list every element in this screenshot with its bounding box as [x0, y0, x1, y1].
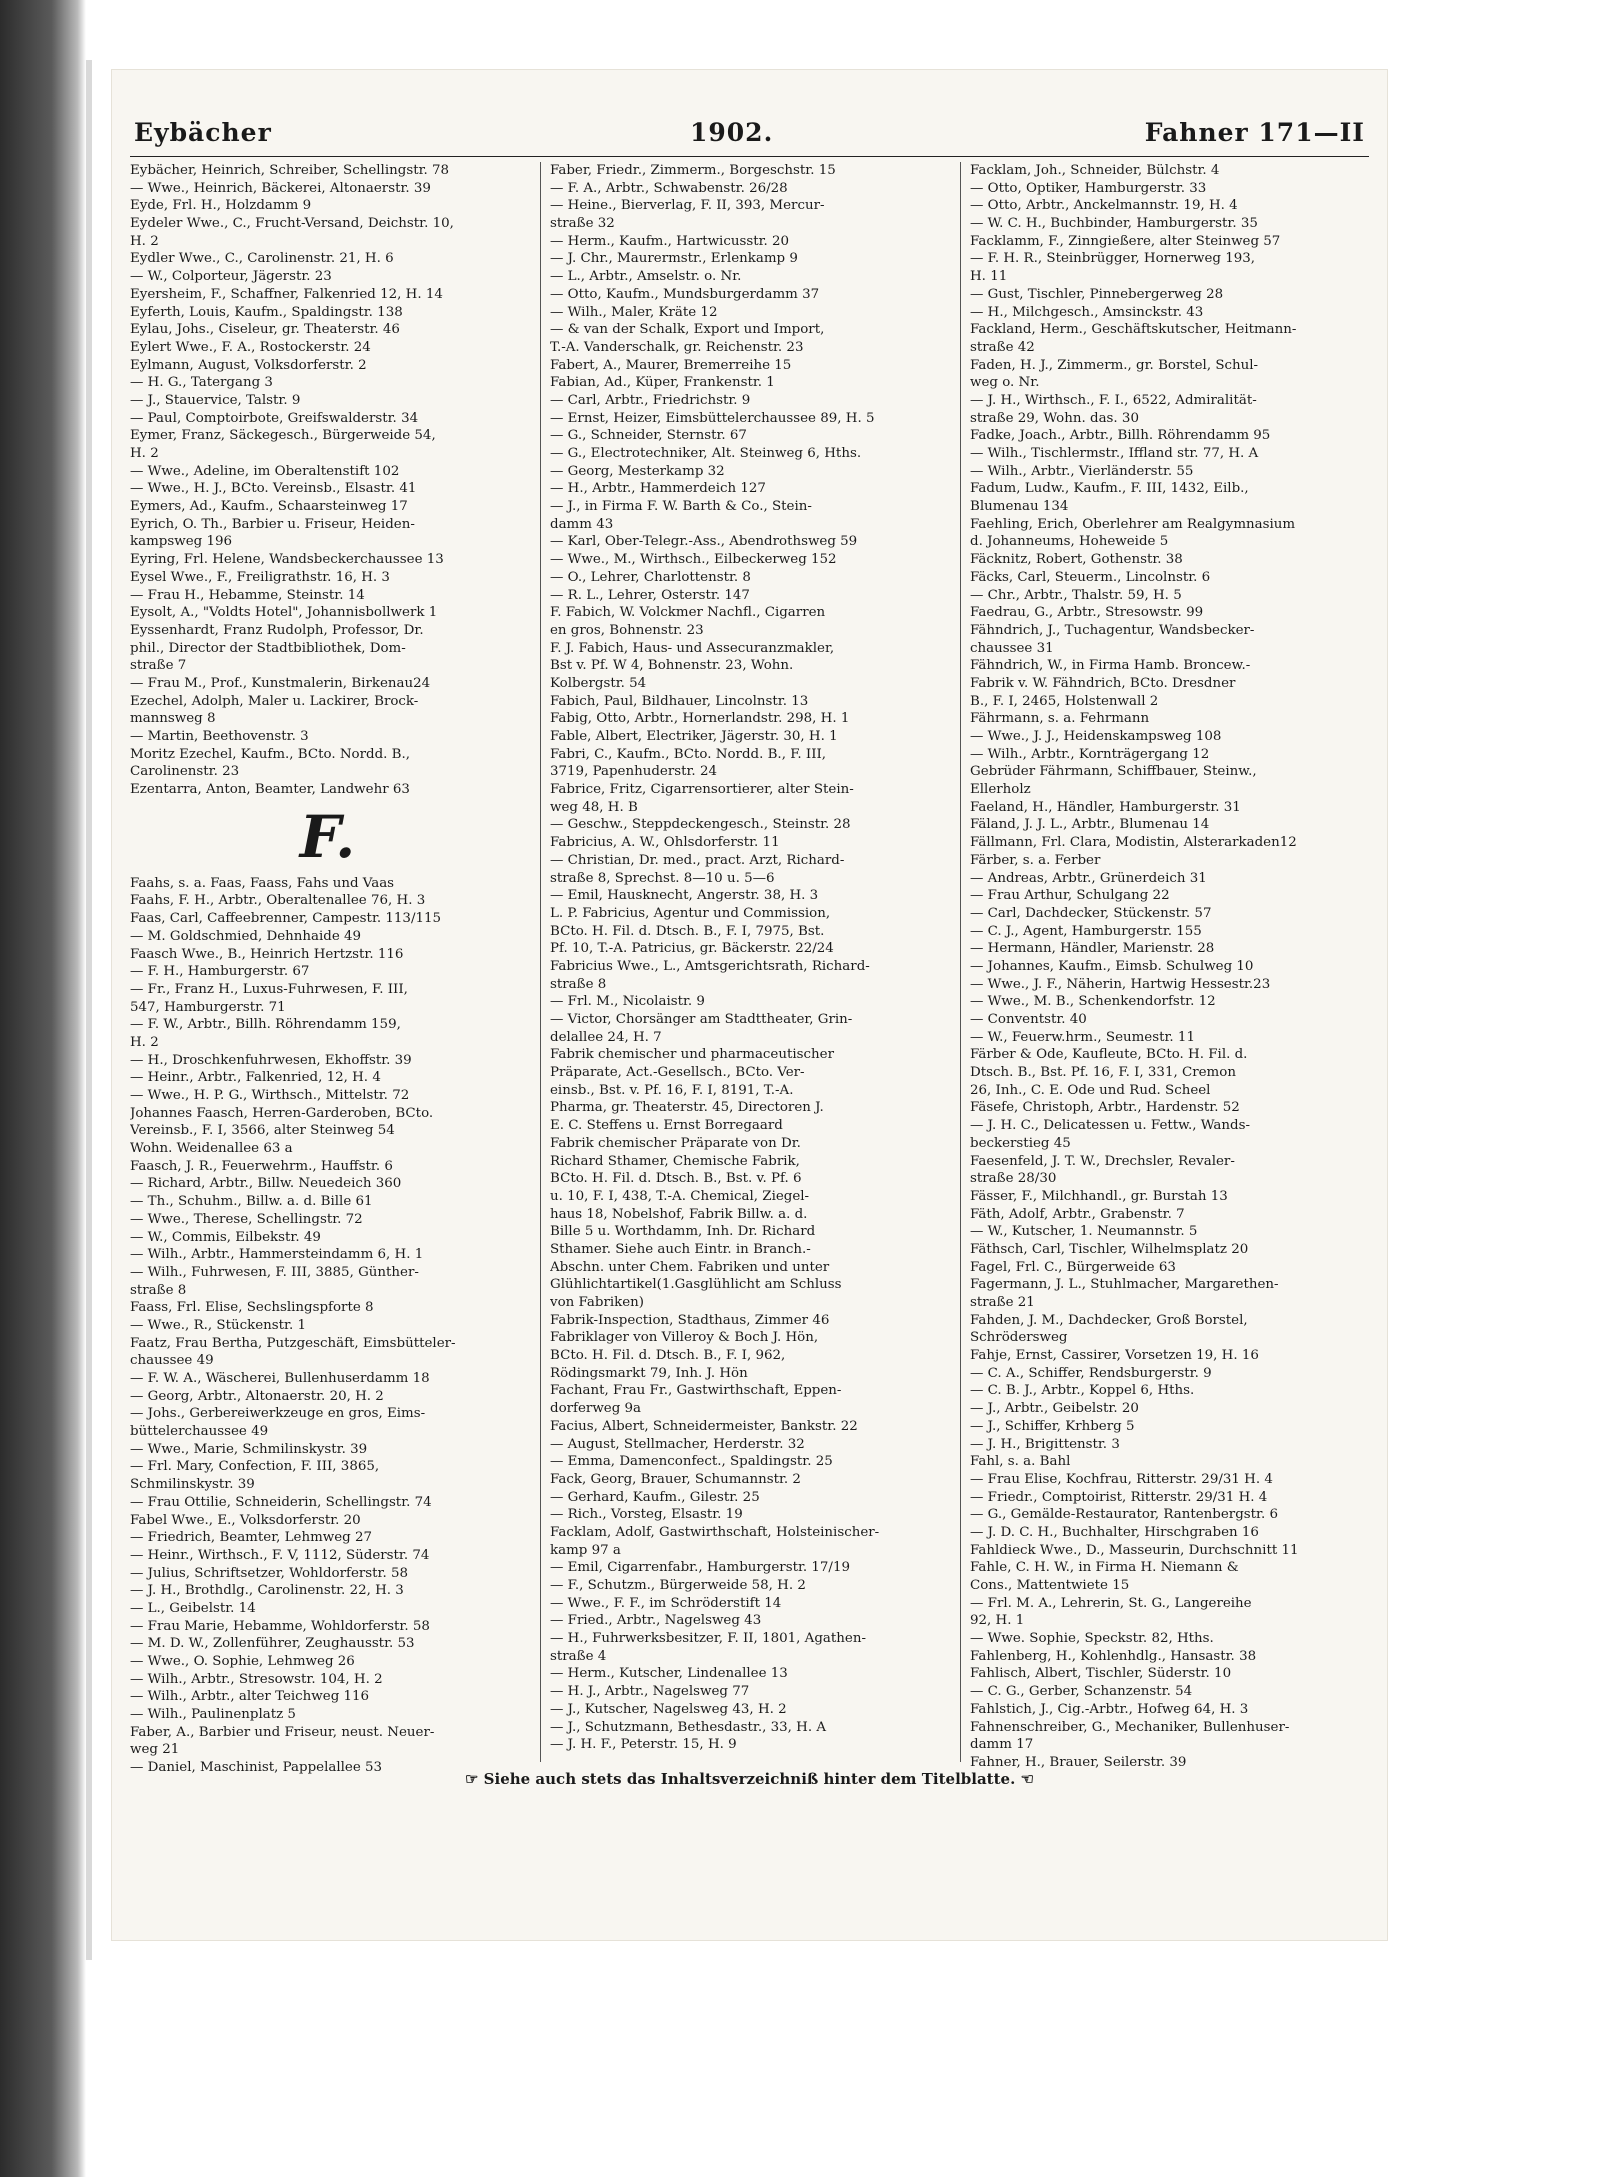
directory-entry-line: E. C. Steffens u. Ernst Borregaard	[550, 1118, 783, 1134]
directory-entry-line: — L., Geibelstr. 14	[130, 1600, 256, 1616]
directory-entry-line: Fabich, Paul, Bildhauer, Lincolnstr. 13	[550, 693, 809, 709]
directory-entry-line: — Wwe., O. Sophie, Lehmweg 26	[130, 1654, 355, 1669]
directory-entry-line: Fäcknitz, Robert, Gothenstr. 38	[970, 552, 1183, 568]
directory-entry-line: Cons., Mattentwiete 15	[970, 1578, 1130, 1593]
directory-entry-line: Fahlenberg, H., Kohlenhdlg., Hansastr. 38	[970, 1648, 1257, 1664]
directory-entry-line: — Wwe., H. P. G., Wirthsch., Mittelstr. 72	[130, 1088, 410, 1103]
directory-entry-line: — J. H. C., Delicatessen u. Fettw., Wands-	[970, 1118, 1250, 1134]
directory-entry-line: Fable, Albert, Electriker, Jägerstr. 30, H. 1	[550, 729, 838, 744]
directory-entry-line: straße 21	[970, 1295, 1035, 1310]
directory-entry-line: Fäthsch, Carl, Tischler, Wilhelmsplatz 20	[970, 1241, 1249, 1257]
directory-entry-line: Eyersheim, F., Schaffner, Falkenried 12, H. 14	[130, 286, 443, 302]
directory-entry-line: — Wwe., M. B., Schenkendorfstr. 12	[970, 994, 1216, 1010]
directory-entry-line: büttelerchaussee 49	[130, 1424, 269, 1440]
directory-entry-line: Faber, Friedr., Zimmerm., Borgeschstr. 15	[550, 163, 836, 178]
directory-entry-line: — Heine., Bierverlag, F. II, 393, Mercur-	[550, 198, 825, 214]
directory-entry-line: Kolbergstr. 54	[550, 675, 647, 691]
directory-entry-line: Fabri, C., Kaufm., BCto. Nordd. B., F. III,	[550, 746, 827, 762]
directory-entry-line: Facius, Albert, Schneidermeister, Bankstr. 22	[550, 1418, 858, 1434]
directory-entry-line: — Wilh., Fuhrwesen, F. III, 3885, Günther-	[130, 1264, 419, 1280]
directory-entry-line: dorferweg 9a	[550, 1401, 642, 1417]
directory-entry-line: straße 8	[550, 976, 607, 992]
directory-entry-line: — Otto, Arbtr., Anckelmannstr. 19, H. 4	[970, 198, 1238, 214]
directory-entry-line: Schrödersweg	[970, 1330, 1068, 1346]
directory-entry-line: Fahner, H., Brauer, Seilerstr. 39	[970, 1754, 1187, 1770]
directory-entry-line: — C. J., Agent, Hamburgerstr. 155	[970, 923, 1202, 939]
directory-entry-line: Fäland, J. J. L., Arbtr., Blumenau 14	[970, 817, 1210, 833]
directory-entry-line: — Victor, Chorsänger am Stadttheater, Grin-	[550, 1012, 853, 1027]
directory-entry-line: — Carl, Dachdecker, Stückenstr. 57	[970, 905, 1212, 921]
directory-entry-line: Eyring, Frl. Helene, Wandsbeckerchaussee 13	[130, 552, 444, 568]
directory-entry-line: Eydler Wwe., C., Carolinenstr. 21, H. 6	[130, 251, 394, 267]
directory-entry-line: beckerstieg 45	[970, 1135, 1071, 1151]
directory-entry-line: — J. D. C. H., Buchhalter, Hirschgraben 16	[970, 1524, 1259, 1540]
directory-entry-line: — August, Stellmacher, Herderstr. 32	[550, 1436, 805, 1452]
directory-entry-line: — Herm., Kaufm., Hartwicusstr. 20	[550, 233, 790, 249]
directory-entry-line: — F. A., Arbtr., Schwabenstr. 26/28	[550, 180, 788, 196]
directory-entry-line: Faeland, H., Händler, Hamburgerstr. 31	[970, 799, 1241, 815]
directory-entry-line: — H. J., Arbtr., Nagelsweg 77	[550, 1684, 750, 1700]
directory-entry-line: Fäcks, Carl, Steuerm., Lincolnstr. 6	[970, 569, 1211, 585]
directory-entry-line: u. 10, F. I, 438, T.-A. Chemical, Ziegel-	[550, 1188, 810, 1204]
directory-entry-line: — Wwe., Heinrich, Bäckerei, Altonaerstr. 39	[130, 180, 431, 196]
directory-entry-line: — J. H., Brothdlg., Carolinenstr. 22, H. 3	[130, 1583, 404, 1599]
directory-entry-line: — Otto, Optiker, Hamburgerstr. 33	[970, 180, 1207, 196]
directory-entry-line: Facklamm, F., Zinngießere, alter Steinweg 57	[970, 233, 1281, 249]
column-2	[550, 162, 945, 1754]
directory-entry-line: straße 4	[550, 1648, 607, 1664]
directory-entry-line: Fäsefe, Christoph, Arbtr., Hardenstr. 52	[970, 1100, 1240, 1116]
directory-entry-line: Eyde, Frl. H., Holzdamm 9	[130, 198, 312, 214]
directory-entry-line: — Carl, Arbtr., Friedrichstr. 9	[550, 392, 751, 408]
directory-entry-line: — H., Droschkenfuhrwesen, Ekhoffstr. 39	[130, 1052, 412, 1068]
directory-entry-line: Carolinenstr. 23	[130, 764, 240, 780]
directory-entry-line: — M. Goldschmied, Dehnhaide 49	[130, 928, 362, 944]
directory-entry-line: — Emil, Cigarrenfabr., Hamburgerstr. 17/19	[550, 1560, 850, 1576]
directory-entry-line: — Frl. M., Nicolaistr. 9	[550, 994, 705, 1010]
directory-entry-line: Ezechel, Adolph, Maler u. Lackirer, Brock-	[130, 693, 419, 709]
directory-entry-line: Eysel Wwe., F., Freiligrathstr. 16, H. 3	[130, 569, 390, 585]
directory-entry-line: H. 2	[130, 446, 159, 461]
directory-entry-line: damm 17	[970, 1737, 1034, 1753]
directory-entry-line: en gros, Bohnenstr. 23	[550, 622, 704, 638]
directory-entry-line: Fäth, Adolf, Arbtr., Grabenstr. 7	[970, 1206, 1185, 1222]
directory-entry-line: — C. A., Schiffer, Rendsburgerstr. 9	[970, 1365, 1212, 1381]
directory-entry-line: straße 8	[130, 1282, 187, 1298]
directory-entry-line: Faahs, s. a. Faas, Faass, Fahs und Vaas	[130, 875, 395, 891]
directory-entry-line: — Paul, Comptoirbote, Greifswalderstr. 34	[130, 410, 419, 426]
directory-entry-line: Fahlisch, Albert, Tischler, Süderstr. 10	[970, 1666, 1232, 1682]
directory-entry-line: — J., in Firma F. W. Barth & Co., Stein-	[550, 499, 812, 515]
directory-entry-line: — Wilh., Arbtr., Kornträgergang 12	[970, 746, 1210, 762]
directory-entry-line: weg 48, H. B	[550, 799, 638, 815]
directory-entry-line: straße 7	[130, 658, 187, 674]
directory-entry-line: Eylmann, August, Volksdorferstr. 2	[130, 357, 367, 373]
directory-entry-line: einsb., Bst. v. Pf. 16, F. I, 8191, T.-A.	[550, 1082, 794, 1098]
directory-entry-line: Eybächer, Heinrich, Schreiber, Schellingstr. 78	[130, 163, 450, 178]
directory-entry-line: Glühlichtartikel(1.Gasglühlicht am Schluss	[550, 1277, 842, 1293]
directory-entry-line: Johannes Faasch, Herren-Garderoben, BCto.	[130, 1105, 434, 1121]
directory-entry-line: — & van der Schalk, Export und Import,	[550, 322, 825, 338]
directory-entry-line: — Friedrich, Beamter, Lehmweg 27	[130, 1530, 373, 1546]
directory-entry-line: Fabert, A., Maurer, Bremerreihe 15	[550, 357, 792, 373]
directory-entry-line: — Wwe., Marie, Schmilinskystr. 39	[130, 1441, 368, 1457]
directory-entry-line: — Wilh., Paulinenplatz 5	[130, 1707, 296, 1723]
directory-entry-line: Fährmann, s. a. Fehrmann	[970, 711, 1150, 727]
directory-entry-line: Faatz, Frau Bertha, Putzgeschäft, Eimsbütteler-	[130, 1335, 456, 1351]
directory-entry-line: H. 2	[130, 1034, 159, 1050]
directory-entry-line: — J. H., Wirthsch., F. I., 6522, Admiralität-	[970, 392, 1257, 408]
directory-entry-line: Fachant, Frau Fr., Gastwirthschaft, Eppen-	[550, 1383, 842, 1399]
directory-entry-line: Faasch Wwe., B., Heinrich Hertzstr. 116	[130, 946, 404, 962]
directory-entry-line: Fabrik chemischer und pharmaceutischer	[550, 1047, 834, 1063]
directory-entry-line: — F. H., Hamburgerstr. 67	[130, 964, 310, 980]
directory-entry-line: — Wwe., H. J., BCto. Vereinsb., Elsastr. 41	[130, 481, 417, 497]
directory-entry-line: Facklam, Adolf, Gastwirthschaft, Holsteinischer-	[550, 1524, 880, 1540]
directory-entry-line: — Wilh., Arbtr., Hammersteindamm 6, H. 1	[130, 1247, 424, 1263]
directory-entry-line: — W., Kutscher, 1. Neumannstr. 5	[970, 1224, 1198, 1240]
directory-entry-line: — Frau M., Prof., Kunstmalerin, Birkenau24	[130, 675, 431, 691]
directory-entry-line: — Richard, Arbtr., Billw. Neuedeich 360	[130, 1176, 402, 1192]
directory-entry-line: Fabricius Wwe., L., Amtsgerichtsrath, Richard-	[550, 958, 870, 974]
directory-entry-line: — J., Schiffer, Krhberg 5	[970, 1418, 1135, 1434]
directory-entry-line: — Wwe., R., Stückenstr. 1	[130, 1317, 306, 1333]
directory-entry-line: Fällmann, Frl. Clara, Modistin, Alsterarkaden12	[970, 835, 1297, 851]
directory-entry-line: — Emma, Damenconfect., Spaldingstr. 25	[550, 1454, 833, 1470]
directory-entry-line: T.-A. Vanderschalk, gr. Reichenstr. 23	[550, 339, 804, 355]
directory-entry-line: Sthamer. Siehe auch Eintr. in Branch.-	[550, 1241, 811, 1257]
directory-entry-line: — Frau Elise, Kochfrau, Ritterstr. 29/31 H. 4	[970, 1471, 1273, 1487]
directory-entry-line: — Gust, Tischler, Pinnebergerweg 28	[970, 286, 1224, 302]
directory-entry-line: straße 8, Sprechst. 8—10 u. 5—6	[550, 870, 775, 886]
directory-entry-line: Fabig, Otto, Arbtr., Hornerlandstr. 298, H. 1	[550, 711, 850, 727]
directory-entry-line: d. Johanneums, Hoheweide 5	[970, 534, 1169, 550]
directory-entry-line: — Fried., Arbtr., Nagelsweg 43	[550, 1613, 762, 1629]
directory-entry-line: — Wwe. Sophie, Speckstr. 82, Hths.	[970, 1631, 1214, 1647]
directory-entry-line: Eylau, Johs., Ciseleur, gr. Theaterstr. 46	[130, 322, 400, 338]
directory-entry-line: — Ernst, Heizer, Eimsbüttelerchaussee 89, H. 5	[550, 410, 875, 426]
directory-entry-line: weg 21	[130, 1742, 180, 1758]
directory-entry-line: — Karl, Ober-Telegr.-Ass., Abendrothsweg 59	[550, 534, 858, 550]
directory-entry-line: — Heinr., Wirthsch., F. V, 1112, Süderstr. 74	[130, 1547, 430, 1563]
directory-entry-line: — Th., Schuhm., Billw. a. d. Bille 61	[130, 1194, 373, 1210]
directory-entry-line: — G., Gemälde-Restaurator, Rantenbergstr. 6	[970, 1507, 1278, 1523]
directory-entry-line: BCto. H. Fil. d. Dtsch. B., Bst. v. Pf. 6	[550, 1171, 802, 1187]
footer-note: ☞ Siehe auch stets das Inhaltsverzeichniß hinter dem Titelblatte. ☜	[465, 1770, 1034, 1788]
directory-entry-line: Fackland, Herm., Geschäftskutscher, Heitmann-	[970, 322, 1297, 338]
directory-entry-line: — Andreas, Arbtr., Grünerdeich 31	[970, 870, 1207, 886]
directory-entry-line: H. 11	[970, 269, 1008, 285]
directory-entry-line: Färber & Ode, Kaufleute, BCto. H. Fil. d.	[970, 1047, 1248, 1063]
directory-entry-line: — J. H. F., Peterstr. 15, H. 9	[550, 1737, 737, 1753]
directory-entry-line: 547, Hamburgerstr. 71	[130, 999, 286, 1015]
directory-entry-line: — J., Kutscher, Nagelsweg 43, H. 2	[550, 1701, 787, 1717]
header-left-catchword: Eybächer	[134, 118, 272, 147]
directory-entry-line: phil., Director der Stadtbibliothek, Dom-	[130, 640, 406, 656]
directory-entry-line: straße 29, Wohn. das. 30	[970, 410, 1139, 426]
directory-entry-line: Eysolt, A., "Voldts Hotel", Johannisbollwerk 1	[130, 605, 438, 621]
page-header	[130, 118, 1369, 150]
directory-entry-line: Eylert Wwe., F. A., Rostockerstr. 24	[130, 339, 371, 355]
directory-entry-line: — C. G., Gerber, Schanzenstr. 54	[970, 1684, 1193, 1700]
directory-entry-line: Vereinsb., F. I, 3566, alter Steinweg 54	[130, 1123, 395, 1139]
scan-gutter-shadow	[86, 60, 92, 1960]
directory-entry-line: — H., Arbtr., Hammerdeich 127	[550, 481, 766, 497]
directory-entry-line: H. 2	[130, 233, 159, 249]
directory-entry-line: Fahnenschreiber, G., Mechaniker, Bullenhuser-	[970, 1719, 1290, 1735]
directory-entry-line: Pharma, gr. Theaterstr. 45, Directoren J.	[550, 1100, 824, 1116]
directory-entry-line: Rödingsmarkt 79, Inh. J. Hön	[550, 1365, 748, 1381]
directory-entry-line: — Frau H., Hebamme, Steinstr. 14	[130, 587, 365, 603]
directory-page	[112, 70, 1387, 1940]
directory-entry-line: Wohn. Weidenallee 63 a	[130, 1141, 293, 1157]
directory-entry-line: Fabricius, A. W., Ohlsdorferstr. 11	[550, 835, 780, 851]
directory-entry-line: — Frl. M. A., Lehrerin, St. G., Langereihe	[970, 1595, 1252, 1611]
directory-entry-line: — Frau Ottilie, Schneiderin, Schellingstr. 74	[130, 1494, 432, 1510]
directory-entry-line: — Heinr., Arbtr., Falkenried, 12, H. 4	[130, 1070, 381, 1086]
directory-entry-line: — Wwe., F. F., im Schröderstift 14	[550, 1595, 782, 1611]
directory-entry-line: — W., Commis, Eilbekstr. 49	[130, 1229, 321, 1245]
directory-entry-line: Dtsch. B., Bst. Pf. 16, F. I, 331, Cremon	[970, 1065, 1236, 1081]
directory-entry-line: — Frl. Mary, Confection, F. III, 3865,	[130, 1459, 380, 1475]
directory-entry-line: — W. C. H., Buchbinder, Hamburgerstr. 35	[970, 216, 1258, 232]
column-divider	[540, 162, 541, 1762]
directory-entry-line: Fahden, J. M., Dachdecker, Groß Borstel,	[970, 1312, 1248, 1328]
directory-entry-line: — Rich., Vorsteg, Elsastr. 19	[550, 1507, 743, 1523]
directory-entry-line: — Chr., Arbtr., Thalstr. 59, H. 5	[970, 587, 1182, 603]
directory-entry-line: — Hermann, Händler, Marienstr. 28	[970, 941, 1215, 957]
directory-entry-line: Gebrüder Fährmann, Schiffbauer, Steinw.,	[970, 764, 1257, 780]
directory-entry-line: BCto. H. Fil. d. Dtsch. B., F. I, 7975, Bst.	[550, 923, 825, 939]
directory-entry-line: — W., Feuerw.hrm., Seumestr. 11	[970, 1029, 1195, 1045]
section-letter: F.	[299, 802, 356, 871]
directory-entry-line: Faedrau, G., Arbtr., Stresowstr. 99	[970, 605, 1204, 621]
header-rule	[130, 156, 1369, 157]
directory-entry-line: kampsweg 196	[130, 534, 233, 550]
directory-entry-line: — M. D. W., Zollenführer, Zeughausstr. 53	[130, 1636, 415, 1652]
scan-binding-edge	[0, 0, 86, 2177]
directory-entry-line: Faber, A., Barbier und Friseur, neust. Neuer-	[130, 1724, 435, 1740]
directory-entry-line: Fabriklager von Villeroy & Boch J. Hön,	[550, 1330, 819, 1346]
directory-entry-line: weg o. Nr.	[970, 375, 1040, 391]
directory-entry-line: Fabrik-Inspection, Stadthaus, Zimmer 46	[550, 1312, 830, 1328]
directory-entry-line: — Geschw., Steppdeckengesch., Steinstr. 28	[550, 817, 851, 833]
directory-entry-line: B., F. I, 2465, Holstenwall 2	[970, 693, 1159, 709]
directory-entry-line: Fabel Wwe., E., Volksdorferstr. 20	[130, 1512, 361, 1528]
directory-entry-line: Eyssenhardt, Franz Rudolph, Professor, Dr.	[130, 622, 424, 638]
directory-entry-line: Fabrik v. W. Fähndrich, BCto. Dresdner	[970, 675, 1236, 691]
directory-entry-line: Färber, s. a. Ferber	[970, 852, 1101, 868]
directory-entry-line: — J., Schutzmann, Bethesdastr., 33, H. A	[550, 1719, 827, 1735]
directory-entry-line: — Martin, Beethovenstr. 3	[130, 729, 309, 744]
directory-entry-line: — Wwe., M., Wirthsch., Eilbeckerweg 152	[550, 552, 837, 568]
directory-entry-line: Eymers, Ad., Kaufm., Schaarsteinweg 17	[130, 499, 408, 515]
directory-entry-line: — F. W. A., Wäscherei, Bullenhuserdamm 18	[130, 1371, 430, 1386]
directory-entry-line: — Johannes, Kaufm., Eimsb. Schulweg 10	[970, 958, 1254, 974]
directory-entry-line: — Fr., Franz H., Luxus-Fuhrwesen, F. III,	[130, 981, 408, 997]
directory-entry-line: — Wilh., Arbtr., alter Teichweg 116	[130, 1689, 370, 1705]
directory-entry-line: — F. W., Arbtr., Billh. Röhrendamm 159,	[130, 1017, 401, 1033]
directory-entry-line: Ellerholz	[970, 782, 1031, 798]
directory-entry-line: Eyferth, Louis, Kaufm., Spaldingstr. 138	[130, 304, 403, 320]
directory-entry-line: — W., Colporteur, Jägerstr. 23	[130, 269, 332, 285]
directory-entry-line: — C. B. J., Arbtr., Koppel 6, Hths.	[970, 1383, 1195, 1399]
directory-entry-line: — Julius, Schriftsetzer, Wohldorferstr. 58	[130, 1565, 409, 1581]
directory-entry-line: — F. H. R., Steinbrügger, Hornerweg 193,	[970, 251, 1256, 267]
directory-entry-line: Facklam, Joh., Schneider, Bülchstr. 4	[970, 163, 1220, 178]
directory-entry-line: — Georg, Arbtr., Altonaerstr. 20, H. 2	[130, 1388, 384, 1404]
directory-entry-line: Fahlstich, J., Cig.-Arbtr., Hofweg 64, H. 3	[970, 1701, 1249, 1717]
directory-entry-line: straße 42	[970, 339, 1035, 355]
directory-entry-line: — Johs., Gerbereiwerkzeuge en gros, Eims-	[130, 1406, 426, 1422]
directory-entry-line: — J. Chr., Maurermstr., Erlenkamp 9	[550, 251, 798, 267]
directory-entry-line: haus 18, Nobelshof, Fabrik Billw. a. d.	[550, 1206, 808, 1222]
directory-entry-line: Bst v. Pf. W 4, Bohnenstr. 23, Wohn.	[550, 658, 794, 674]
directory-entry-line: — Christian, Dr. med., pract. Arzt, Richard-	[550, 852, 845, 868]
directory-entry-line: — Georg, Mesterkamp 32	[550, 463, 725, 479]
directory-entry-line: Ezentarra, Anton, Beamter, Landwehr 63	[130, 782, 410, 798]
directory-entry-line: Fahle, C. H. W., in Firma H. Niemann &	[970, 1560, 1239, 1576]
directory-entry-line: — J., Stauervice, Talstr. 9	[130, 392, 301, 408]
directory-entry-line: — F., Schutzm., Bürgerweide 58, H. 2	[550, 1578, 806, 1593]
directory-entry-line: — Wwe., J. F., Näherin, Hartwig Hessestr.23	[970, 976, 1271, 992]
directory-entry-line: Fähndrich, J., Tuchagentur, Wandsbecker-	[970, 622, 1255, 638]
directory-entry-line: — Herm., Kutscher, Lindenallee 13	[550, 1666, 788, 1682]
directory-entry-line: Blumenau 134	[970, 499, 1069, 515]
directory-entry-line: Fack, Georg, Brauer, Schumannstr. 2	[550, 1471, 801, 1487]
directory-entry-line: Fahje, Ernst, Cassirer, Vorsetzen 19, H. 16	[970, 1348, 1259, 1364]
directory-entry-line: straße 28/30	[970, 1171, 1057, 1187]
directory-entry-line: Faehling, Erich, Oberlehrer am Realgymnasium	[970, 516, 1296, 532]
directory-entry-line: delallee 24, H. 7	[550, 1029, 662, 1045]
directory-entry-line: mannsweg 8	[130, 711, 216, 727]
directory-entry-line: BCto. H. Fil. d. Dtsch. B., F. I, 962,	[550, 1348, 786, 1364]
directory-entry-line: — Wilh., Arbtr., Vierländerstr. 55	[970, 463, 1194, 479]
directory-entry-line: Faas, Carl, Caffeebrenner, Campestr. 113/115	[130, 911, 442, 927]
column-divider	[960, 162, 961, 1762]
directory-entry-line: Faahs, F. H., Arbtr., Oberaltenallee 76, H. 3	[130, 893, 426, 909]
directory-entry-line: Eyrich, O. Th., Barbier u. Friseur, Heiden-	[130, 516, 415, 532]
directory-entry-line: Faass, Frl. Elise, Sechslingspforte 8	[130, 1300, 374, 1316]
directory-entry-line: Eymer, Franz, Säckegesch., Bürgerweide 54,	[130, 428, 436, 444]
directory-entry-line: — Wwe., Adeline, im Oberaltenstift 102	[130, 463, 400, 479]
directory-entry-line: F. Fabich, W. Volckmer Nachfl., Cigarren	[550, 605, 826, 621]
column-3	[970, 162, 1365, 1772]
directory-entry-line: Abschn. unter Chem. Fabriken und unter	[550, 1259, 830, 1275]
column-1	[130, 162, 525, 1777]
directory-entry-line: — Friedr., Comptoirist, Ritterstr. 29/31 H. 4	[970, 1489, 1268, 1505]
directory-entry-line: Fahl, s. a. Bahl	[970, 1454, 1071, 1470]
directory-entry-line: — Conventstr. 40	[970, 1012, 1087, 1027]
directory-entry-line: Eydeler Wwe., C., Frucht-Versand, Deichstr. 10,	[130, 216, 454, 232]
directory-entry-line: chaussee 49	[130, 1353, 214, 1369]
directory-entry-line: Fahldieck Wwe., D., Masseurin, Durchschnitt 11	[970, 1542, 1299, 1558]
directory-entry-line: — O., Lehrer, Charlottenstr. 8	[550, 569, 751, 585]
directory-entry-line: Faesenfeld, J. T. W., Drechsler, Revaler-	[970, 1153, 1235, 1169]
directory-entry-line: Moritz Ezechel, Kaufm., BCto. Nordd. B.,	[130, 746, 411, 762]
directory-entry-line: — Wilh., Maler, Kräte 12	[550, 304, 718, 320]
directory-entry-line: — Wwe., J. J., Heidenskampsweg 108	[970, 729, 1222, 744]
directory-entry-line: damm 43	[550, 516, 614, 532]
directory-entry-line: 26, Inh., C. E. Ode und Rud. Scheel	[970, 1082, 1211, 1098]
directory-entry-line: — Wilh., Arbtr., Stresowstr. 104, H. 2	[130, 1671, 383, 1687]
directory-entry-line: — Emil, Hausknecht, Angerstr. 38, H. 3	[550, 888, 819, 904]
directory-entry-line: straße 32	[550, 216, 615, 232]
directory-entry-line: — H., Milchgesch., Amsinckstr. 43	[970, 304, 1204, 320]
directory-entry-line: — Otto, Kaufm., Mundsburgerdamm 37	[550, 286, 820, 302]
directory-entry-line: Fagel, Frl. C., Bürgerweide 63	[970, 1259, 1176, 1275]
header-right-catchword-page: Fahner 171—II	[1144, 118, 1365, 147]
directory-entry-line: — Wilh., Tischlermstr., Iffland str. 77, H. A	[970, 446, 1259, 461]
directory-entry-line: Fähndrich, W., in Firma Hamb. Broncew.-	[970, 658, 1251, 674]
directory-entry-line: kamp 97 a	[550, 1542, 621, 1558]
directory-entry-line: von Fabriken)	[550, 1295, 645, 1310]
directory-entry-line: — L., Arbtr., Amselstr. o. Nr.	[550, 269, 742, 285]
directory-entry-line: — H., Fuhrwerksbesitzer, F. II, 1801, Agathen-	[550, 1631, 866, 1647]
directory-entry-line: — R. L., Lehrer, Osterstr. 147	[550, 587, 750, 603]
directory-entry-line: — Daniel, Maschinist, Pappelallee 53	[130, 1760, 383, 1776]
directory-entry-line: Faden, H. J., Zimmerm., gr. Borstel, Schul-	[970, 357, 1259, 373]
directory-entry-line: — Gerhard, Kaufm., Gilestr. 25	[550, 1489, 760, 1505]
directory-entry-line: 92, H. 1	[970, 1613, 1025, 1629]
directory-entry-line: — J., Arbtr., Geibelstr. 20	[970, 1401, 1139, 1417]
directory-entry-line: chaussee 31	[970, 640, 1054, 656]
directory-entry-line: — Frau Marie, Hebamme, Wohldorferstr. 58	[130, 1618, 430, 1634]
directory-entry-line: Fabrice, Fritz, Cigarrensortierer, alter Stein-	[550, 782, 854, 798]
directory-entry-line: 3719, Papenhuderstr. 24	[550, 764, 717, 780]
directory-entry-line: Fässer, F., Milchhandl., gr. Burstah 13	[970, 1188, 1228, 1204]
directory-entry-line: — G., Electrotechniker, Alt. Steinweg 6, Hths.	[550, 446, 862, 461]
directory-entry-line: Fadum, Ludw., Kaufm., F. III, 1432, Eilb.,	[970, 481, 1249, 497]
directory-entry-line: Richard Sthamer, Chemische Fabrik,	[550, 1153, 800, 1169]
directory-entry-line: Fadke, Joach., Arbtr., Billh. Röhrendamm 95	[970, 428, 1271, 444]
directory-entry-line: Fabrik chemischer Präparate von Dr.	[550, 1135, 801, 1151]
directory-entry-line: Präparate, Act.-Gesellsch., BCto. Ver-	[550, 1065, 805, 1081]
directory-entry-line: Fagermann, J. L., Stuhlmacher, Margarethen-	[970, 1277, 1279, 1293]
directory-entry-line: L. P. Fabricius, Agentur und Commission,	[550, 905, 831, 921]
directory-entry-line: Faasch, J. R., Feuerwehrm., Hauffstr. 6	[130, 1158, 393, 1174]
directory-entry-line: Fabian, Ad., Küper, Frankenstr. 1	[550, 375, 775, 391]
directory-entry-line: — G., Schneider, Sternstr. 67	[550, 428, 747, 444]
directory-entry-line: — Wwe., Therese, Schellingstr. 72	[130, 1211, 363, 1227]
directory-entry-line: Schmilinskystr. 39	[130, 1477, 255, 1493]
directory-entry-line: — J. H., Brigittenstr. 3	[970, 1436, 1120, 1452]
directory-entry-line: — Frau Arthur, Schulgang 22	[970, 888, 1170, 904]
header-year: 1902.	[690, 118, 774, 147]
directory-entry-line: F. J. Fabich, Haus- und Assecuranzmakler,	[550, 640, 835, 656]
directory-entry-line: Pf. 10, T.-A. Patricius, gr. Bäckerstr. 22/24	[550, 941, 834, 957]
directory-entry-line: — H. G., Tatergang 3	[130, 375, 273, 391]
directory-entry-line: Bille 5 u. Worthdamm, Inh. Dr. Richard	[550, 1224, 816, 1240]
